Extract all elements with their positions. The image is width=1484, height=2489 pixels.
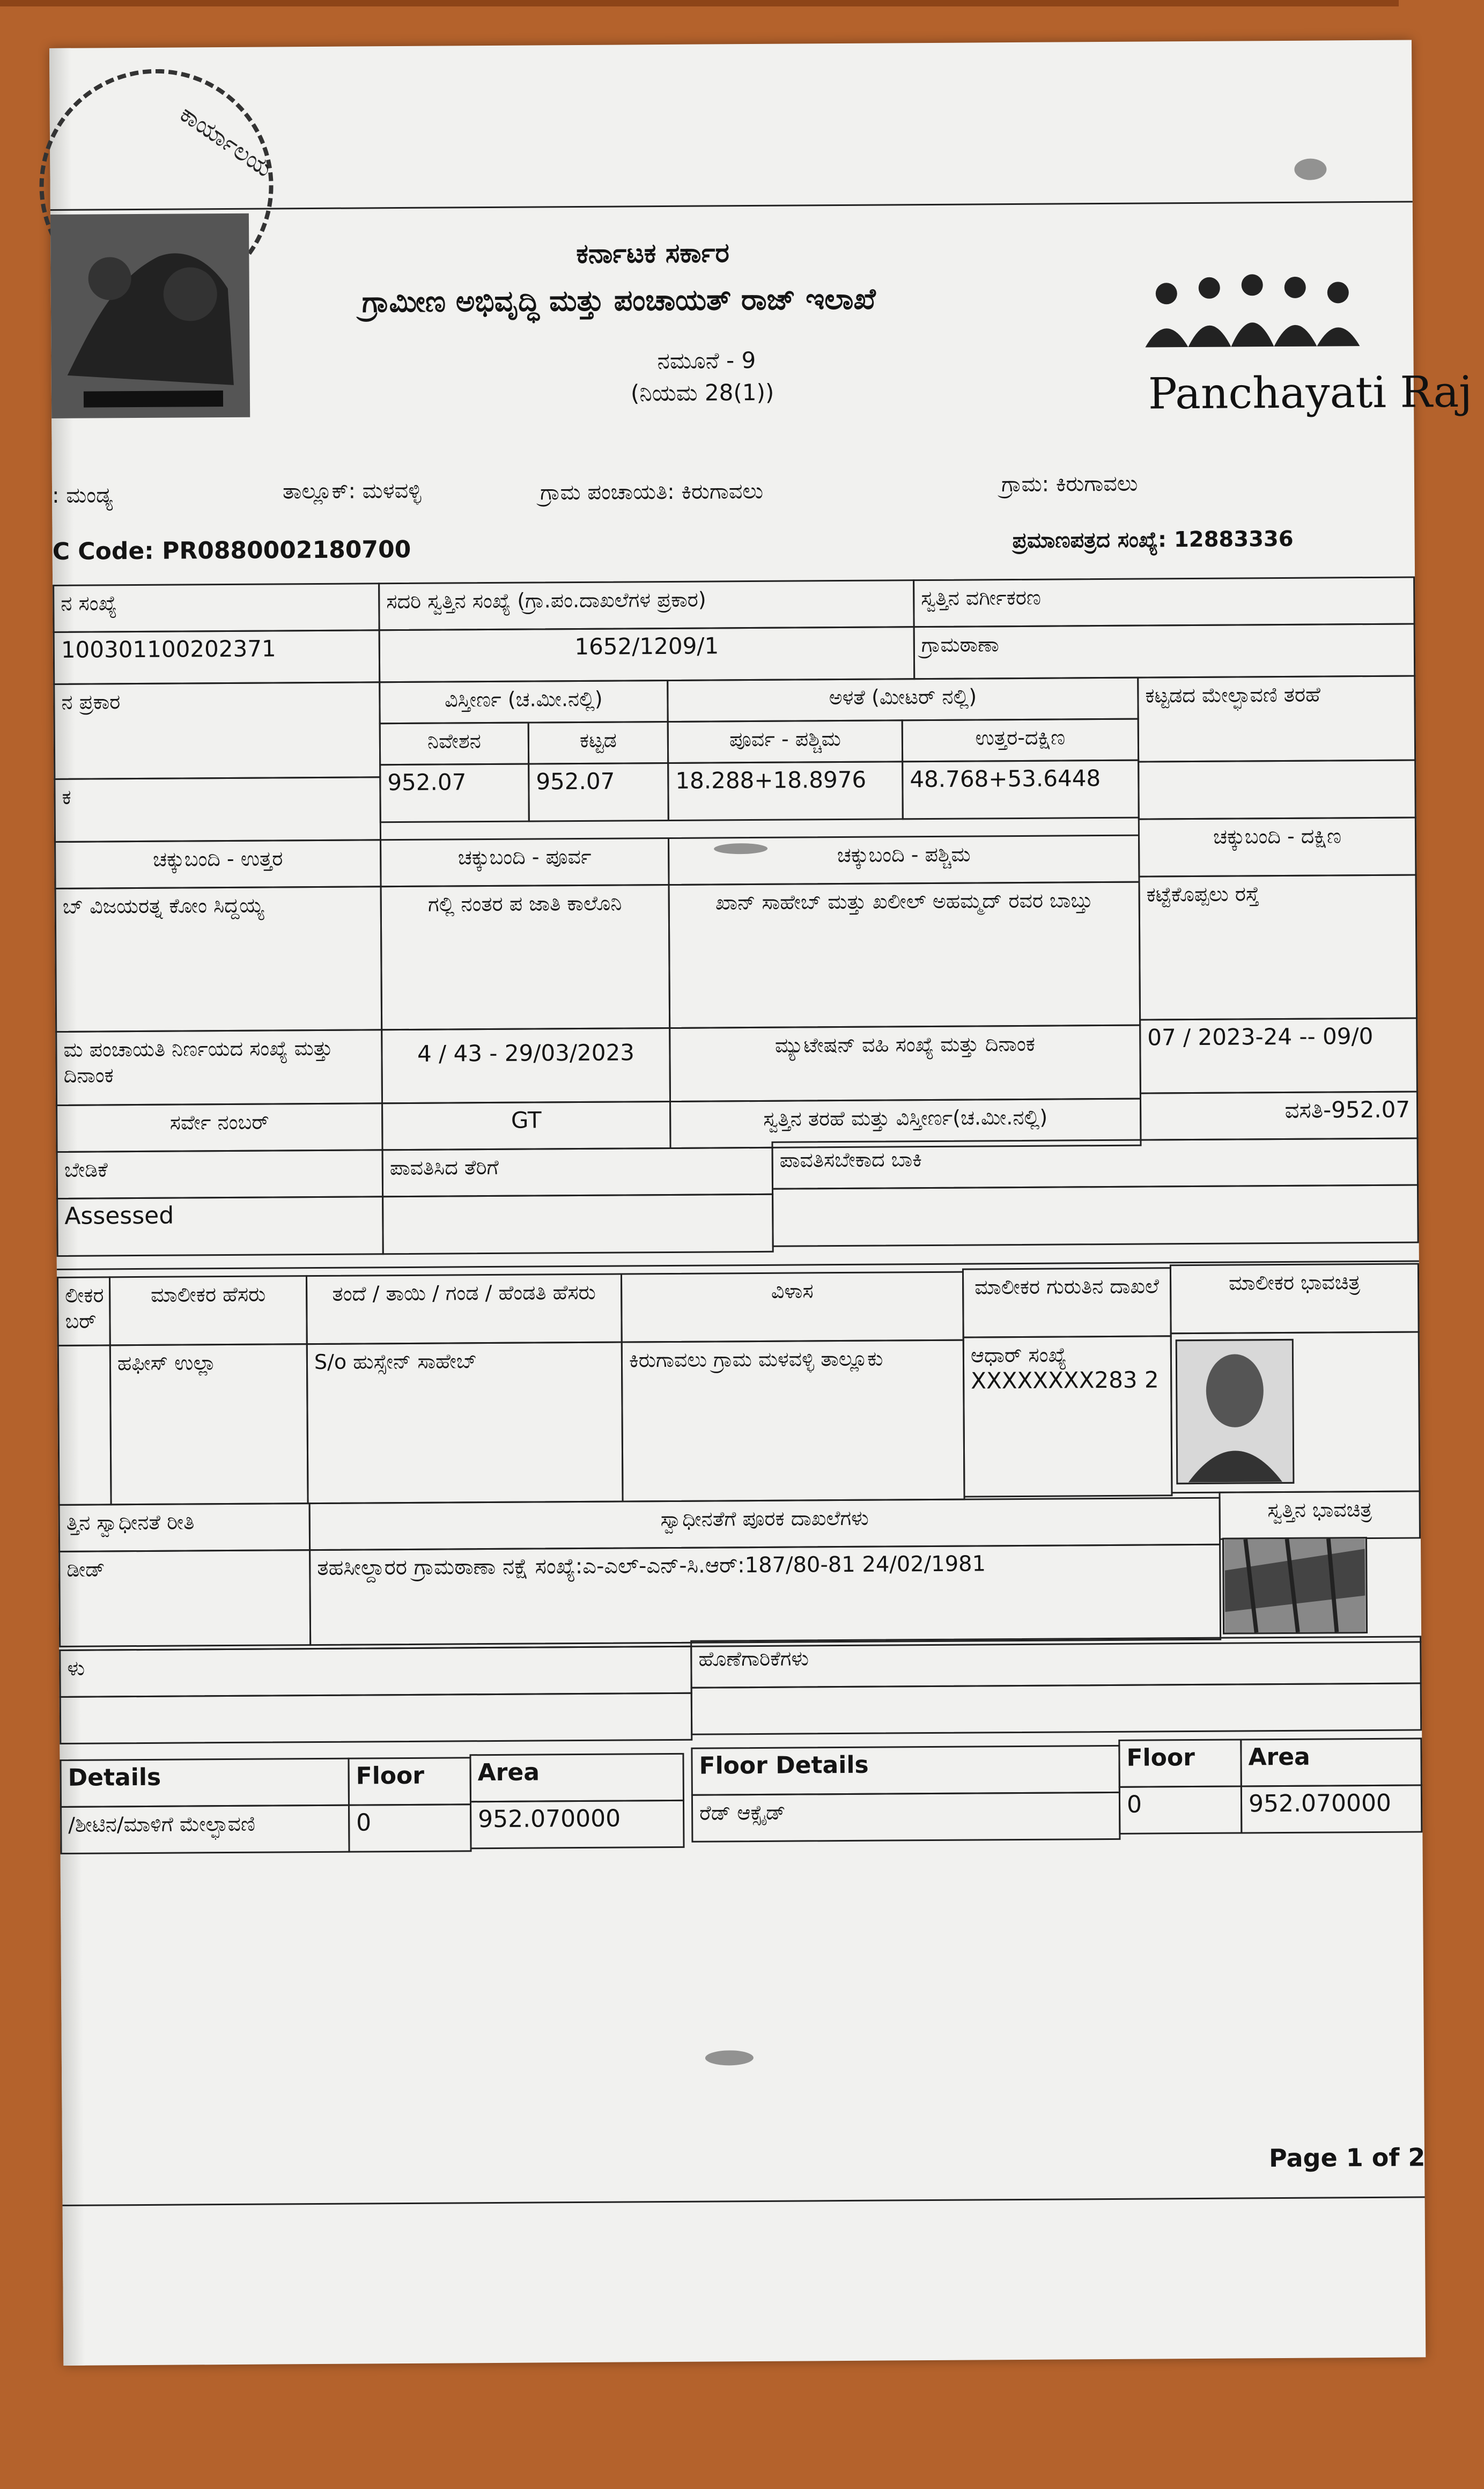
rights-value [60, 1692, 693, 1744]
floor-left-details-header: Details [60, 1758, 350, 1808]
owner-col-id: ಮಾಲೀಕರ ಗುರುತಿನ ದಾಖಲೆ [962, 1267, 1172, 1338]
cell-west-label: ಚಕ್ಕುಬಂದಿ - ಪಶ್ಚಿಮ [668, 835, 1140, 886]
floor-right-details-header: Floor Details [691, 1745, 1120, 1796]
cell-west-value: ಖಾನ್ ಸಾಹೇಬ್ ಮತ್ತು ಖಲೀಲ್ ಅಹಮ್ಮದ್ ರವರ ಬಾಬ್ತು [668, 881, 1141, 1029]
cell-id-label: ನ ಸಂಖ್ಯೆ [53, 583, 380, 633]
cell-ns-label: ಉತ್ತರ-ದಕ್ಷಿಣ [902, 718, 1139, 763]
owner-name: ಹಫೀಸ್ ಉಲ್ಲಾ [109, 1343, 309, 1505]
cell-demand-label: ಬೇಡಿಕೆ [56, 1149, 384, 1199]
cell-survey-value: GT [381, 1101, 671, 1151]
cell-east-label: ಚಕ್ಕುಬಂದಿ - ಪೂರ್ವ [380, 837, 670, 887]
cell-ew-label: ಪೂರ್ವ - ಪಶ್ಚಿಮ [667, 719, 903, 764]
owner-col-address: ವಿಳಾಸ [621, 1271, 964, 1343]
acquisition-docs-label: ಸ್ವಾಧೀನತೆಗೆ ಪೂರಕ ದಾಖಲೆಗಳು [309, 1497, 1221, 1551]
gram-panchayat: ಗ್ರಾಮ ಪಂಚಾಯತಿ: ಕಿರುಗಾವಲು [540, 478, 764, 505]
floor-right-floor-header: Floor [1118, 1739, 1242, 1787]
document-page [49, 40, 1473, 2365]
owner-col-relation: ತಂದೆ / ತಾಯಿ / ಗಂಡ / ಹೆಂಡತಿ ಹೆಸರು [306, 1273, 623, 1345]
cell-ns-value: 48.768+53.6448 [902, 760, 1140, 820]
property-photo [1222, 1537, 1368, 1634]
cell-mutation-label: ಮ್ಯುಟೇಷನ್ ವಹಿ ಸಂಖ್ಯೆ ಮತ್ತು ದಿನಾಂಕ [669, 1025, 1141, 1102]
cell-class-value: ಗ್ರಾಮಠಾಣಾ [913, 623, 1416, 680]
print-speck [705, 2050, 754, 2066]
floor-left-area-header: Area [469, 1753, 684, 1802]
cell-paid-label: ಪಾವತಿಸಿದ ತೆರಿಗೆ [382, 1147, 774, 1197]
cell-class-label: ಸ್ವತ್ತಿನ ವರ್ಗೀಕರಣ [913, 576, 1415, 628]
state-title: ಕರ್ನಾಟಕ ಸರ್ಕಾರ [576, 237, 729, 270]
cell-balance-label: ಪಾವತಿಸಬೇಕಾದ ಬಾಕಿ [771, 1137, 1419, 1189]
property-code: C Code: PR0880002180700 [52, 535, 411, 565]
floor-left-floor: 0 [348, 1803, 472, 1852]
owner-address: ಕಿರುಗಾವಲು ಗ್ರಾಮ ಮಳವಳ್ಳಿ ತಾಲ್ಲೂಕು [621, 1339, 965, 1503]
district: : ಮಂಡ್ಯ [51, 483, 113, 508]
owner-col-name: ಮಾಲೀಕರ ಹೆಸರು [109, 1275, 308, 1346]
acquisition-mode-label: ತ್ತಿನ ಸ್ವಾಧೀನತೆ ರೀತಿ [58, 1503, 311, 1552]
floor-right-area: 952.070000 [1241, 1784, 1423, 1833]
cell-balance-value [772, 1184, 1419, 1247]
cell-type-value: ಕ [54, 776, 381, 843]
acquisition-mode-value: ಡೀಡ್ [58, 1549, 311, 1647]
taluk: ತಾಲ್ಲೂಕ್: ಮಳವಳ್ಳಿ [282, 478, 422, 504]
cell-resolution-value: 4 / 43 - 29/03/2023 [381, 1027, 671, 1104]
cell-id-value: 100301100202371 [53, 629, 381, 685]
cell-sadar-value: 1652/1209/1 [379, 626, 915, 683]
cell-resolution-label: ಮ ಪಂಚಾಯತಿ ನಿರ್ಣಯದ ಸಂಖ್ಯೆ ಮತ್ತು ದಿನಾಂಕ [55, 1029, 383, 1106]
print-speck [1294, 158, 1326, 180]
cell-site-label: ನಿವೇಶನ [379, 722, 529, 766]
seal-text: ಕಾರ್ಯಾಲಯ [174, 100, 277, 183]
owner-col-no: ಲೀಕರ ಬರ್ [57, 1276, 111, 1346]
owner-relation: S/o ಹುಸ್ಸೇನ್ ಸಾಹೇಬ್ [306, 1342, 624, 1505]
village: ಗ್ರಾಮ: ಕಿರುಗಾವಲು [1001, 471, 1138, 497]
owner-photo [1176, 1339, 1295, 1484]
floor-right-floor: 0 [1119, 1785, 1243, 1834]
acquisition-photo-label: ಸ್ವತ್ತಿನ ಭಾವಚಿತ್ರ [1219, 1490, 1421, 1540]
acquisition-docs-value: ತಹಸೀಲ್ದಾರರ ಗ್ರಾಮಠಾಣಾ ನಕ್ಷೆ ಸಂಖ್ಯೆ:ಎ-ಎಲ್-ಎನ್-ಸಿ.ಆರ್:187/80-81 24/02/1981 [309, 1544, 1221, 1646]
form-number: ನಮೂನೆ - 9 [657, 347, 756, 374]
cell-type-area-value: ವಸತಿ-952.07 [1140, 1091, 1419, 1140]
cell-site-value: 952.07 [379, 763, 530, 823]
floor-left-area: 952.070000 [470, 1800, 685, 1849]
owner-id-number: XXXXXXXX283 2 [971, 1366, 1159, 1394]
cell-mutation-value: 07 / 2023-24 -- 09/0 [1139, 1017, 1418, 1094]
cell-survey-label: ಸರ್ವೇ ನಂಬರ್ [56, 1102, 383, 1153]
cell-building-value: 952.07 [528, 762, 669, 822]
cell-measure-label: ಅಳತೆ (ಮೀಟರ್ ನಲ್ಲಿ) [667, 677, 1139, 723]
cell-paid-value [382, 1194, 774, 1255]
cell-type-area-label: ಸ್ವತ್ತಿನ ತರಹೆ ಮತ್ತು ವಿಸ್ತೀರ್ಣ(ಚ.ಮೀ.ನಲ್ಲಿ) [669, 1098, 1142, 1149]
cell-south-value: ಕಟ್ಟೆಕೊಪ್ಪಲು ರಸ್ತೆ [1138, 874, 1417, 1020]
cell-north-value: ಬ್ ವಿಜಯರತ್ನ ಕೋಂ ಸಿದ್ದಯ್ಯ [55, 886, 383, 1033]
table-edge-bottom [0, 2398, 1399, 2489]
cell-north-label: ಚಕ್ಕುಬಂದಿ - ಉತ್ತರ [54, 839, 382, 889]
floor-right-detail: ರೆಡ್ ಆಕ್ಸೈಡ್ [691, 1792, 1121, 1843]
footer-rule [63, 2196, 1425, 2206]
cell-south-label: ಚಕ್ಕುಬಂದಿ - ದಕ್ಷಿಣ [1138, 816, 1417, 877]
cell-roof-label: ಕಟ್ಟಡದ ಮೇಲ್ಛಾವಣಿ ತರಹೆ [1137, 675, 1416, 762]
owner-id-type: ಆಧಾರ್ ಸಂಖ್ಯೆ [970, 1343, 1067, 1367]
owner-row-no [57, 1344, 112, 1506]
department-title: ಗ್ರಾಮೀಣ ಅಭಿವೃದ್ಧಿ ಮತ್ತು ಪಂಚಾಯತ್ ರಾಜ್ ಇಲಾಖೆ [361, 282, 876, 319]
cell-area-label: ವಿಸ್ತೀರ್ಣ (ಚ.ಮೀ.ನಲ್ಲಿ) [379, 680, 668, 724]
cell-building-label: ಕಟ್ಟಡ [528, 721, 669, 765]
liabilities-value [691, 1682, 1422, 1735]
cell-roof-value [1138, 759, 1416, 820]
logo-text: Panchayati Raj [1148, 366, 1473, 419]
owner-col-photo: ಮಾಲೀಕರ ಭಾವಚಿತ್ರ [1170, 1263, 1420, 1334]
state-emblem-icon [50, 213, 250, 418]
form-rule: (ನಿಯಮ 28(1)) [630, 379, 774, 407]
cell-ew-value: 18.288+18.8976 [667, 761, 904, 821]
cell-assessed: Assessed [56, 1196, 384, 1257]
cell-east-value: ಗಲ್ಲಿ ನಂತರ ಪ ಜಾತಿ ಕಾಲೊನಿ [380, 884, 671, 1030]
certificate-number: ಪ್ರಮಾಣಪತ್ರದ ಸಂಖ್ಯೆ: 12883336 [1012, 526, 1294, 554]
owner-id [963, 1335, 1173, 1497]
liabilities-label: ಹೊಣೆಗಾರಿಕೆಗಳು [690, 1636, 1422, 1688]
cell-sadar-label: ಸದರಿ ಸ್ವತ್ತಿನ ಸಂಖ್ಯೆ (ಗ್ರಾ.ಪಂ.ದಾಖಲೆಗಳ ಪ್ರಕಾರ) [378, 579, 915, 631]
floor-left-floor-header: Floor [348, 1757, 471, 1806]
floor-right-area-header: Area [1240, 1737, 1422, 1787]
cell-type-label: ನ ಪ್ರಕಾರ [53, 681, 381, 780]
page-number: Page 1 of 2 [1268, 2142, 1426, 2173]
table-edge [0, 0, 1399, 6]
rights-label: ಳು [59, 1646, 692, 1698]
floor-left-detail: /ಶೀಟಿನ/ಮಾಳಿಗೆ ಮೇಲ್ಛಾವಣಿ [60, 1805, 350, 1854]
